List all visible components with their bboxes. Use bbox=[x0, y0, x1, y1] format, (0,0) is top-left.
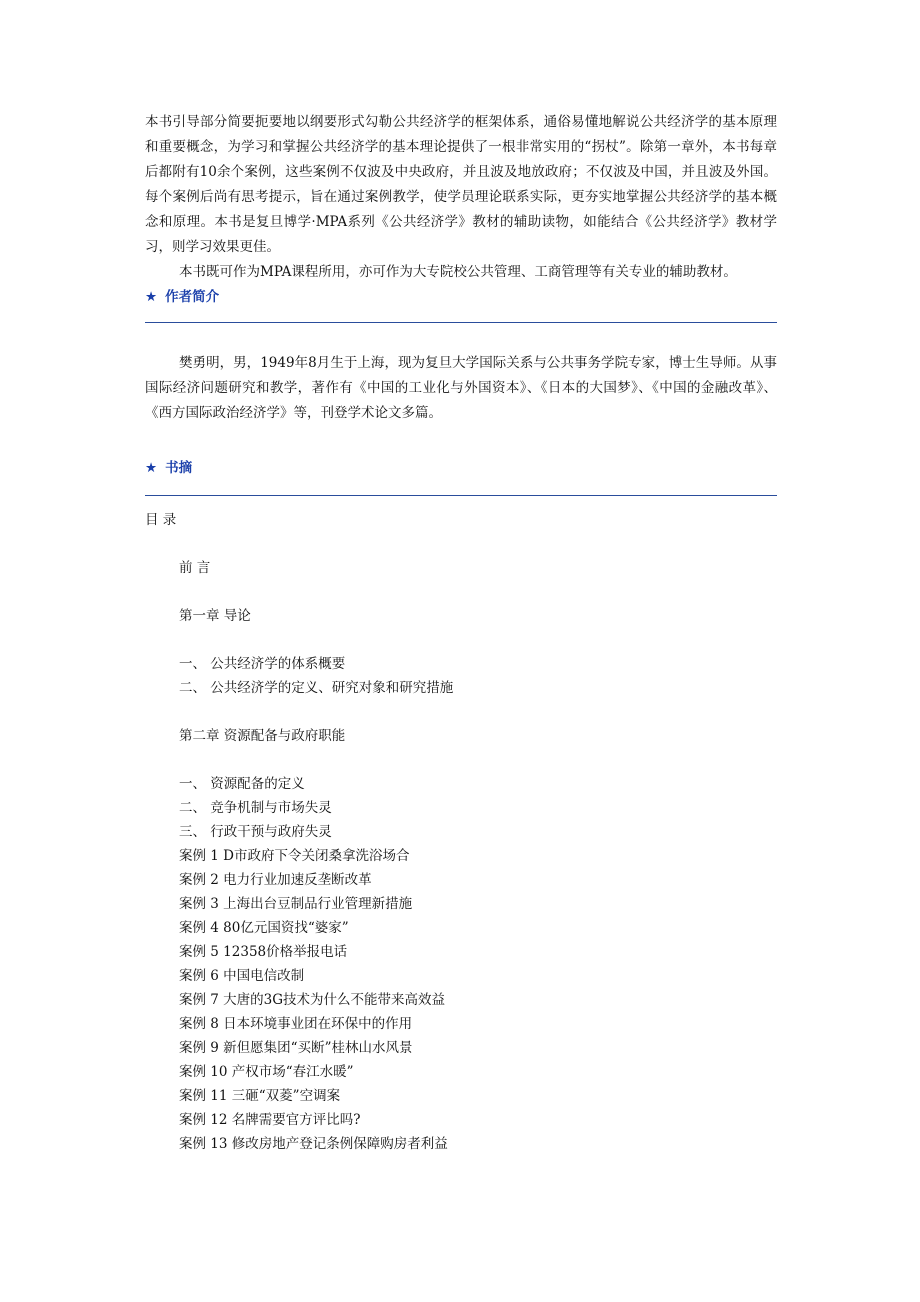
toc-case: 案例 6 中国电信改制 bbox=[179, 968, 305, 984]
author-bio: 樊勇明，男，1949年8月生于上海，现为复旦大学国际关系与公共事务学院专家，博士生导师。从事国际经济问题研究和教学，著作有《中国的工业化与外国资本》、《日本的大国梦》、《中国的金融改革》、《西方国际政治经济学》等，刊登学术论文多篇。 bbox=[145, 355, 777, 421]
toc-chapter-2: 第二章 资源配备与政府职能 bbox=[179, 728, 346, 744]
toc-case: 案例 7 大唐的3G技术为什么不能带来高效益 bbox=[179, 992, 446, 1008]
toc-case: 案例 5 12358价格举报电话 bbox=[179, 944, 348, 960]
toc-preface: 前 言 bbox=[179, 560, 211, 576]
author-section-heading bbox=[145, 285, 777, 309]
document-page bbox=[145, 110, 777, 1156]
excerpt-heading-text: 书摘 bbox=[165, 460, 193, 476]
intro-paragraph-1: 本书引导部分简要扼要地以纲要形式勾勒公共经济学的框架体系，通俗易懂地解说公共经济学的基本原理和重要概念，为学习和掌握公共经济学的基本理论提供了一根非常实用的“拐杖”。除第一章外，本书每章后都附有10余个案例，这些案例不仅波及中央政府，并且波及地放政府；不仅波及中国，并且波及外国。每个案例后尚有思考提示，旨在通过案例教学，使学员理论联系实际，更夯实地掌握公共经济学的基本概念和原理。本书是复旦博学·MPA系列《公共经济学》教材的辅助读物，如能结合《公共经济学》教材学习，则学习效果更佳。 bbox=[145, 114, 777, 255]
star-icon: ★ bbox=[145, 460, 158, 476]
star-icon: ★ bbox=[145, 289, 158, 305]
excerpt-section-heading bbox=[145, 456, 777, 480]
toc-case: 案例 13 修改房地产登记条例保障购房者利益 bbox=[179, 1136, 448, 1152]
toc-case: 案例 10 产权市场“春江水暖” bbox=[179, 1064, 354, 1080]
toc-item: 二、 竞争机制与市场失灵 bbox=[179, 800, 332, 816]
toc-item: 一、 资源配备的定义 bbox=[179, 776, 305, 792]
intro-paragraph-2: 本书既可作为MPA课程所用，亦可作为大专院校公共管理、工商管理等有关专业的辅助教材。 bbox=[179, 264, 737, 280]
author-section bbox=[145, 351, 777, 426]
toc-chapter-1: 第一章 导论 bbox=[179, 608, 251, 624]
toc-case: 案例 9 新但愿集团“买断”桂林山水风景 bbox=[179, 1040, 413, 1056]
toc-item: 二、 公共经济学的定义、研究对象和研究措施 bbox=[179, 680, 454, 696]
intro-section bbox=[145, 110, 777, 285]
toc-case: 案例 8 日本环境事业团在环保中的作用 bbox=[179, 1016, 413, 1032]
toc-item: 三、 行政干预与政府失灵 bbox=[179, 824, 332, 840]
toc-case: 案例 4 80亿元国资找“婆家” bbox=[179, 920, 349, 936]
toc-item: 一、 公共经济学的体系概要 bbox=[179, 656, 346, 672]
toc-case: 案例 3 上海出台豆制品行业管理新措施 bbox=[179, 896, 413, 912]
table-of-contents bbox=[145, 508, 777, 1156]
toc-case: 案例 12 名牌需要官方评比吗? bbox=[179, 1112, 361, 1128]
toc-case: 案例 1 D市政府下令关闭桑拿洗浴场合 bbox=[179, 848, 410, 864]
toc-title: 目 录 bbox=[145, 512, 177, 528]
author-heading-text: 作者简介 bbox=[165, 289, 220, 305]
toc-case: 案例 2 电力行业加速反垄断改革 bbox=[179, 872, 372, 888]
toc-case: 案例 11 三砸“双菱”空调案 bbox=[179, 1088, 341, 1104]
